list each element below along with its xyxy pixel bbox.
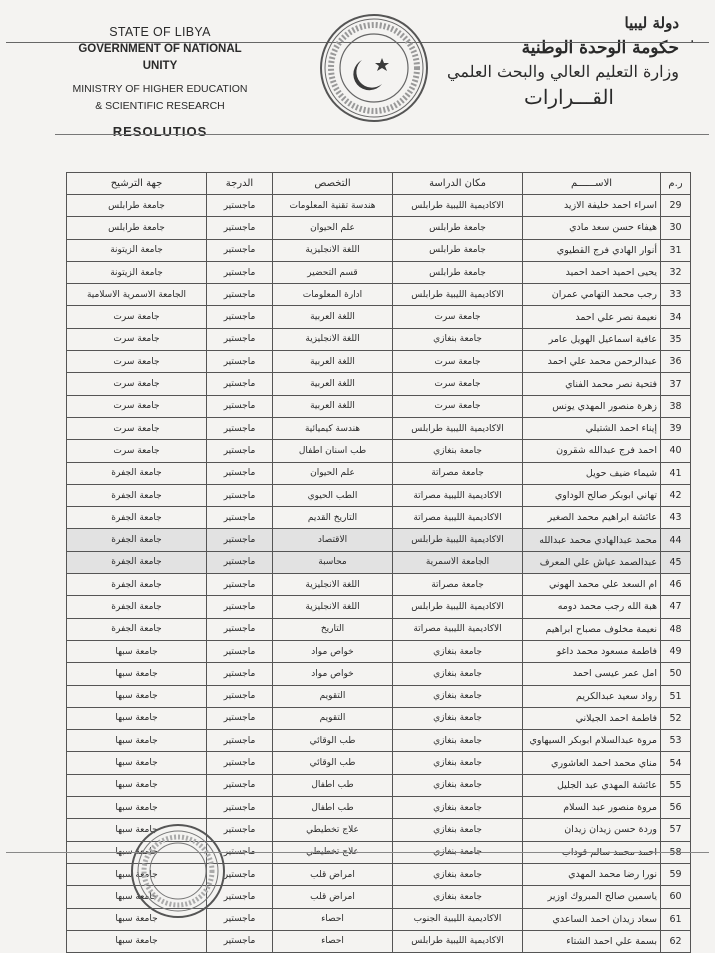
row-number-cell: 29 (661, 195, 691, 217)
table-header-row (67, 173, 691, 195)
specialization-cell: اللغة العربية (273, 306, 393, 328)
degree-cell: ماجستير (207, 574, 273, 596)
specialization-cell: احصاء (273, 908, 393, 930)
nominating-body-cell: جامعة سبها (67, 685, 207, 707)
row-number-cell: 45 (661, 551, 691, 573)
study-place-cell: الاكاديمية الليبية طرابلس (393, 284, 523, 306)
nominating-body-cell: جامعة الجفرة (67, 618, 207, 640)
nominating-body-cell: جامعة سبها (67, 863, 207, 885)
ministry-seal-icon (318, 12, 430, 124)
specialization-cell: اللغة العربية (273, 351, 393, 373)
nominating-body-cell: جامعة سرت (67, 351, 207, 373)
degree-cell: ماجستير (207, 440, 273, 462)
degree-cell: ماجستير (207, 395, 273, 417)
table-row (67, 373, 691, 395)
student-name-cell: فاطمة احمد الجيلاني (523, 707, 661, 729)
ministry-name-en-line1: MINISTRY OF HIGHER EDUCATION (72, 83, 248, 95)
row-number-cell: 30 (661, 217, 691, 239)
col-header-degree: الدرجة (207, 173, 273, 195)
table-row (67, 618, 691, 640)
student-name-cell: ام السعد علي محمد الهوني (523, 574, 661, 596)
nominating-body-cell: جامعة سبها (67, 841, 207, 863)
table-row (67, 462, 691, 484)
table-row (67, 484, 691, 506)
study-place-cell: الاكاديمية الليبية مصراتة (393, 618, 523, 640)
table-row (67, 551, 691, 573)
student-name-cell: وردة حسن زيدان زيدان (523, 819, 661, 841)
header-divider-bottom (55, 134, 709, 135)
degree-cell: ماجستير (207, 551, 273, 573)
row-number-cell: 51 (661, 685, 691, 707)
student-name-cell: نورا رضا محمد المهدي (523, 863, 661, 885)
nominating-body-cell: جامعة سبها (67, 774, 207, 796)
col-header-number: ر.م (661, 173, 691, 195)
degree-cell: ماجستير (207, 284, 273, 306)
nominating-body-cell: جامعة الجفرة (67, 507, 207, 529)
nominating-body-cell: جامعة سبها (67, 930, 207, 952)
degree-cell: ماجستير (207, 774, 273, 796)
row-number-cell: 33 (661, 284, 691, 306)
degree-cell: ماجستير (207, 328, 273, 350)
study-place-cell: الاكاديمية الليبية طرابلس (393, 529, 523, 551)
student-name-cell: مناي محمد احمد العاشوري (523, 752, 661, 774)
specialization-cell: اللغة الانجليزية (273, 239, 393, 261)
row-number-cell: 39 (661, 417, 691, 439)
nominating-body-cell: جامعة سبها (67, 640, 207, 662)
specialization-cell: هندسة كيميائية (273, 417, 393, 439)
specialization-cell: اللغة العربية (273, 373, 393, 395)
table-row (67, 306, 691, 328)
bottom-seal-icon (118, 820, 238, 922)
table-row (67, 663, 691, 685)
row-number-cell: 42 (661, 484, 691, 506)
student-name-cell: عبدالصمد عياش علي المعرف (523, 551, 661, 573)
nominating-body-cell: جامعة الجفرة (67, 529, 207, 551)
degree-cell: ماجستير (207, 819, 273, 841)
degree-cell: ماجستير (207, 373, 273, 395)
student-name-cell: شيماء ضيف حويل (523, 462, 661, 484)
government-name-en: GOVERNMENT OF NATIONAL UNITY (78, 43, 242, 72)
student-name-cell: هيفاء حسن سعد مادي (523, 217, 661, 239)
student-name-cell: ياسمين صالح المبروك اوزير (523, 886, 661, 908)
degree-cell: ماجستير (207, 841, 273, 863)
table-row (67, 685, 691, 707)
nominating-body-cell: جامعة طرابلس (67, 195, 207, 217)
student-name-cell: يحيى احميد احمد احميد (523, 261, 661, 283)
table-row (67, 440, 691, 462)
nominating-body-cell: الجامعة الاسمرية الاسلامية (67, 284, 207, 306)
study-place-cell: جامعة بنغازي (393, 328, 523, 350)
specialization-cell: خواص مواد (273, 640, 393, 662)
study-place-cell: جامعة طرابلس (393, 239, 523, 261)
student-name-cell: عافية اسماعيل الهويل عامر (523, 328, 661, 350)
degree-cell: ماجستير (207, 351, 273, 373)
nominating-body-cell: جامعة سرت (67, 328, 207, 350)
arabic-letterhead (419, 14, 679, 109)
degree-cell: ماجستير (207, 908, 273, 930)
row-number-cell: 56 (661, 797, 691, 819)
specialization-cell: احصاء (273, 930, 393, 952)
nominating-body-cell: جامعة سرت (67, 373, 207, 395)
row-number-cell: 47 (661, 596, 691, 618)
study-place-cell: الاكاديمية الليبية الجنوب (393, 908, 523, 930)
degree-cell: ماجستير (207, 529, 273, 551)
table-row (67, 395, 691, 417)
ministry-name-ar: وزارة التعليم العالي والبحث العلمي (447, 62, 679, 81)
nominating-body-cell: جامعة سبها (67, 886, 207, 908)
student-name-cell: نعيمة مخلوف مصباح ابراهيم (523, 618, 661, 640)
student-name-cell: رواد سعيد عبدالكريم (523, 685, 661, 707)
table-row (67, 930, 691, 952)
table-row (67, 640, 691, 662)
student-name-cell: بسمة علي احمد الشتاء (523, 930, 661, 952)
specialization-cell: التاريخ القديم (273, 507, 393, 529)
degree-cell: ماجستير (207, 797, 273, 819)
student-name-cell: هبة الله رجب محمد دومه (523, 596, 661, 618)
footer-divider (6, 852, 709, 853)
nominating-body-cell: جامعة الجفرة (67, 574, 207, 596)
table-row (67, 239, 691, 261)
study-place-cell: جامعة سرت (393, 351, 523, 373)
row-number-cell: 58 (661, 841, 691, 863)
specialization-cell: التاريخ (273, 618, 393, 640)
row-number-cell: 60 (661, 886, 691, 908)
study-place-cell: الاكاديمية الليبية مصراتة (393, 507, 523, 529)
row-number-cell: 50 (661, 663, 691, 685)
row-number-cell: 37 (661, 373, 691, 395)
student-name-cell: فاطمة مسعود محمد داغو (523, 640, 661, 662)
student-name-cell: احمد فرج عبدالله شقرون (523, 440, 661, 462)
page-mark: . (690, 30, 695, 46)
nominating-body-cell: جامعة الزيتونة (67, 239, 207, 261)
student-name-cell: عائشة ابراهيم محمد الصغير (523, 507, 661, 529)
degree-cell: ماجستير (207, 707, 273, 729)
table-row (67, 195, 691, 217)
table-row (67, 328, 691, 350)
student-name-cell: محمد عبدالهادي محمد عبدالله (523, 529, 661, 551)
specialization-cell: اللغة الانجليزية (273, 574, 393, 596)
row-number-cell: 61 (661, 908, 691, 930)
table-row (67, 217, 691, 239)
row-number-cell: 38 (661, 395, 691, 417)
student-name-cell: تهاني ابوبكر صالح الوداوي (523, 484, 661, 506)
specialization-cell: ادارة المعلومات (273, 284, 393, 306)
study-place-cell: جامعة مصراتة (393, 574, 523, 596)
specialization-cell: خواص مواد (273, 663, 393, 685)
col-header-study-place: مكان الدراسة (393, 173, 523, 195)
student-name-cell: اسراء احمد خليفة الازيد (523, 195, 661, 217)
specialization-cell: علاج تخطيطي (273, 819, 393, 841)
table-row (67, 417, 691, 439)
degree-cell: ماجستير (207, 306, 273, 328)
ministry-name-en-line2: & SCIENTIFIC RESEARCH (95, 100, 225, 112)
student-name-cell: فتحية نصر محمد الفناي (523, 373, 661, 395)
specialization-cell: الطب الحيوي (273, 484, 393, 506)
degree-cell: ماجستير (207, 930, 273, 952)
row-number-cell: 55 (661, 774, 691, 796)
degree-cell: ماجستير (207, 596, 273, 618)
degree-cell: ماجستير (207, 261, 273, 283)
study-place-cell: جامعة سرت (393, 373, 523, 395)
specialization-cell: طب الوقائي (273, 752, 393, 774)
degree-cell: ماجستير (207, 195, 273, 217)
student-name-cell: زهرة منصور المهدي يونس (523, 395, 661, 417)
study-place-cell: جامعة بنغازي (393, 752, 523, 774)
study-place-cell: جامعة بنغازي (393, 819, 523, 841)
nominating-body-cell: جامعة سرت (67, 395, 207, 417)
degree-cell: ماجستير (207, 507, 273, 529)
study-place-cell: جامعة بنغازي (393, 863, 523, 885)
nominating-body-cell: جامعة سبها (67, 908, 207, 930)
row-number-cell: 32 (661, 261, 691, 283)
nominating-body-cell: جامعة سبها (67, 797, 207, 819)
student-name-cell: عائشة المهدي عبد الجليل (523, 774, 661, 796)
nominating-body-cell: جامعة سرت (67, 306, 207, 328)
degree-cell: ماجستير (207, 417, 273, 439)
study-place-cell: الاكاديمية الليبية طرابلس (393, 930, 523, 952)
row-number-cell: 59 (661, 863, 691, 885)
degree-cell: ماجستير (207, 462, 273, 484)
row-number-cell: 48 (661, 618, 691, 640)
row-number-cell: 49 (661, 640, 691, 662)
table-row (67, 351, 691, 373)
specialization-cell: علم الحيوان (273, 217, 393, 239)
specialization-cell: قسم التحضير (273, 261, 393, 283)
row-number-cell: 44 (661, 529, 691, 551)
specialization-cell: طب اسنان اطفال (273, 440, 393, 462)
table-row (67, 730, 691, 752)
student-name-cell: رجب محمد التهامي عمران (523, 284, 661, 306)
nominating-body-cell: جامعة سبها (67, 730, 207, 752)
degree-cell: ماجستير (207, 752, 273, 774)
specialization-cell: التقويم (273, 707, 393, 729)
document-type-en: RESOLUTIOS (112, 124, 208, 139)
study-place-cell: جامعة بنغازي (393, 797, 523, 819)
table-row (67, 574, 691, 596)
degree-cell: ماجستير (207, 484, 273, 506)
nominating-body-cell: جامعة الجفرة (67, 484, 207, 506)
study-place-cell: جامعة بنغازي (393, 440, 523, 462)
row-number-cell: 35 (661, 328, 691, 350)
nominating-body-cell: جامعة سرت (67, 417, 207, 439)
row-number-cell: 54 (661, 752, 691, 774)
row-number-cell: 53 (661, 730, 691, 752)
degree-cell: ماجستير (207, 685, 273, 707)
degree-cell: ماجستير (207, 640, 273, 662)
specialization-cell: طب اطفال (273, 797, 393, 819)
study-place-cell: جامعة بنغازي (393, 663, 523, 685)
nominating-body-cell: جامعة سبها (67, 663, 207, 685)
row-number-cell: 31 (661, 239, 691, 261)
specialization-cell: محاسبة (273, 551, 393, 573)
specialization-cell: طب الوقائي (273, 730, 393, 752)
study-place-cell: الاكاديمية الليبية مصراتة (393, 484, 523, 506)
specialization-cell: امراض قلب (273, 863, 393, 885)
nominating-body-cell: جامعة سرت (67, 440, 207, 462)
row-number-cell: 62 (661, 930, 691, 952)
specialization-cell: علاج تخطيطي (273, 841, 393, 863)
student-name-cell: احمد محمد سالم قوداب (523, 841, 661, 863)
study-place-cell: جامعة بنغازي (393, 886, 523, 908)
state-name-en: STATE OF LIBYA (109, 25, 211, 39)
study-place-cell: جامعة سرت (393, 395, 523, 417)
table-row (67, 752, 691, 774)
specialization-cell: الاقتصاد (273, 529, 393, 551)
study-place-cell: جامعة مصراتة (393, 462, 523, 484)
nominating-body-cell: جامعة سبها (67, 707, 207, 729)
col-header-name: الاســــــم (523, 173, 661, 195)
study-place-cell: جامعة بنغازي (393, 640, 523, 662)
study-place-cell: جامعة طرابلس (393, 217, 523, 239)
degree-cell: ماجستير (207, 618, 273, 640)
study-place-cell: جامعة بنغازي (393, 730, 523, 752)
specialization-cell: طب اطفال (273, 774, 393, 796)
table-row (67, 707, 691, 729)
nominating-body-cell: جامعة الجفرة (67, 551, 207, 573)
study-place-cell: الاكاديمية الليبية طرابلس (393, 195, 523, 217)
student-name-cell: امل عمر عيسى احمد (523, 663, 661, 685)
student-name-cell: مروة عبدالسلام ابوبكر السيهاوي (523, 730, 661, 752)
specialization-cell: اللغة الانجليزية (273, 596, 393, 618)
study-place-cell: الاكاديمية الليبية طرابلس (393, 417, 523, 439)
study-place-cell: جامعة طرابلس (393, 261, 523, 283)
degree-cell: ماجستير (207, 217, 273, 239)
col-header-specialization: التخصص (273, 173, 393, 195)
nominating-body-cell: جامعة طرابلس (67, 217, 207, 239)
row-number-cell: 57 (661, 819, 691, 841)
row-number-cell: 34 (661, 306, 691, 328)
nominating-body-cell: جامعة سبها (67, 752, 207, 774)
col-header-nominating-body: جهة الترشيح (67, 173, 207, 195)
student-name-cell: أنوار الهادي فرج القطيوي (523, 239, 661, 261)
student-name-cell: نعيمة نصر علي احمد (523, 306, 661, 328)
degree-cell: ماجستير (207, 663, 273, 685)
degree-cell: ماجستير (207, 239, 273, 261)
government-name-ar: حكومة الوحدة الوطنية (521, 38, 679, 58)
nominating-body-cell: جامعة الجفرة (67, 462, 207, 484)
study-place-cell: جامعة بنغازي (393, 685, 523, 707)
specialization-cell: اللغة الانجليزية (273, 328, 393, 350)
student-name-cell: مروة منصور عبد السلام (523, 797, 661, 819)
document-type-ar: القـــرارات (524, 85, 614, 109)
specialization-cell: التقويم (273, 685, 393, 707)
study-place-cell: جامعة بنغازي (393, 774, 523, 796)
table-row (67, 774, 691, 796)
row-number-cell: 40 (661, 440, 691, 462)
table-row (67, 529, 691, 551)
study-place-cell: الاكاديمية الليبية طرابلس (393, 596, 523, 618)
table-row (67, 284, 691, 306)
resolutions-table-container (66, 172, 690, 947)
student-name-cell: إيناء احمد الشتيلي (523, 417, 661, 439)
specialization-cell: هندسة تقنية المعلومات (273, 195, 393, 217)
degree-cell: ماجستير (207, 730, 273, 752)
row-number-cell: 52 (661, 707, 691, 729)
row-number-cell: 46 (661, 574, 691, 596)
student-name-cell: عبدالرحمن محمد علي احمد (523, 351, 661, 373)
specialization-cell: علم الحيوان (273, 462, 393, 484)
study-place-cell: الجامعة الاسمرية (393, 551, 523, 573)
table-row (67, 596, 691, 618)
row-number-cell: 43 (661, 507, 691, 529)
table-row (67, 261, 691, 283)
study-place-cell: جامعة بنغازي (393, 841, 523, 863)
state-name-ar: دولة ليبيا (624, 14, 679, 32)
degree-cell: ماجستير (207, 886, 273, 908)
table-row (67, 797, 691, 819)
study-place-cell: جامعة سرت (393, 306, 523, 328)
specialization-cell: امراض قلب (273, 886, 393, 908)
nominating-body-cell: جامعة سبها (67, 819, 207, 841)
row-number-cell: 36 (661, 351, 691, 373)
study-place-cell: جامعة بنغازي (393, 707, 523, 729)
specialization-cell: اللغة العربية (273, 395, 393, 417)
student-name-cell: سعاد زيدان احمد الساعدي (523, 908, 661, 930)
degree-cell: ماجستير (207, 863, 273, 885)
nominating-body-cell: جامعة الجفرة (67, 596, 207, 618)
table-row (67, 507, 691, 529)
row-number-cell: 41 (661, 462, 691, 484)
nominating-body-cell: جامعة الزيتونة (67, 261, 207, 283)
